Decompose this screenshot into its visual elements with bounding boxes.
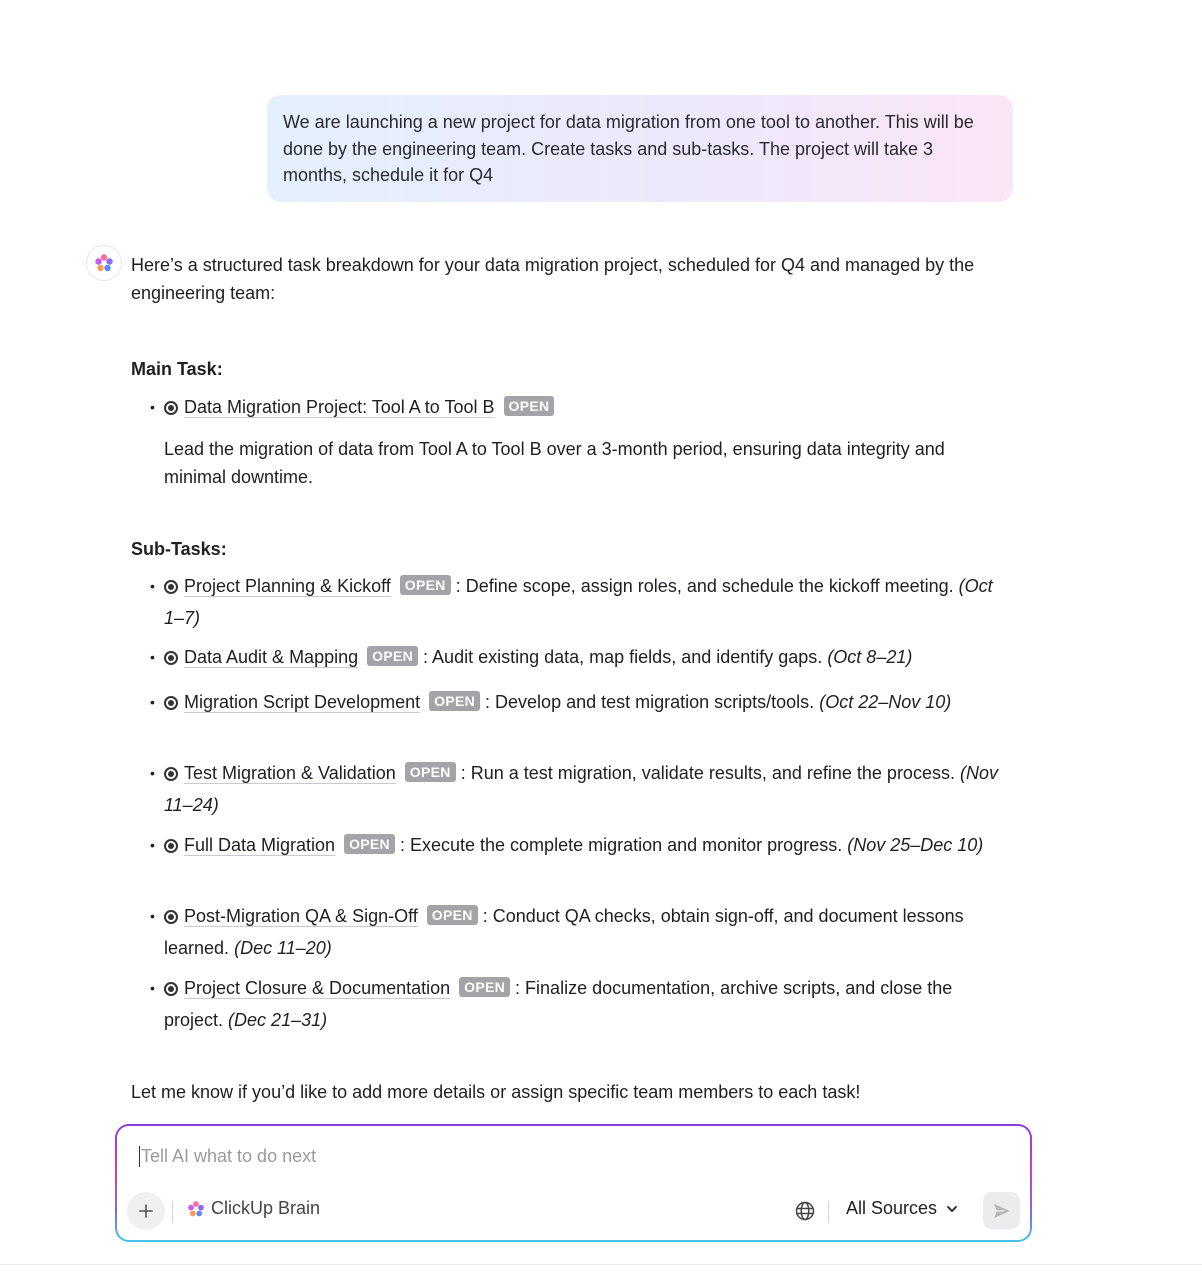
globe-icon — [794, 1200, 816, 1222]
bullet: • — [150, 765, 155, 781]
subtask-dates: (Dec 11–20) — [234, 937, 332, 958]
user-message-text: We are launching a new project for data migration from one tool to another. This will be done by the engineering team. Create tasks and sub-tasks. The project will take 3 months, schedule it for Q4 — [283, 112, 974, 185]
ai-composer — [115, 1124, 1032, 1242]
subtask-link[interactable]: Data Audit & Mapping — [184, 647, 359, 667]
bottom-divider — [0, 1264, 1202, 1265]
subtask-description: : Develop and test migration scripts/tools. — [485, 692, 815, 712]
chevron-down-icon — [945, 1202, 959, 1216]
subtask-dates: (Nov 11–24) — [164, 763, 998, 815]
subtask-description: : Finalize documentation, archive scripts, and close the project. — [164, 978, 953, 1030]
subtask-item — [150, 687, 1004, 719]
bullet: • — [150, 908, 155, 924]
add-attachment-button[interactable] — [127, 1192, 165, 1230]
subtask-link[interactable]: Migration Script Development — [184, 692, 421, 712]
send-button[interactable] — [983, 1192, 1020, 1229]
clickup-brain-avatar — [86, 245, 122, 281]
bullet: • — [150, 837, 155, 853]
main-task-link[interactable]: Data Migration Project: Tool A to Tool B — [184, 397, 495, 417]
composer-input[interactable] — [139, 1146, 981, 1167]
status-badge: OPEN — [400, 575, 451, 595]
subtask-description: : Execute the complete migration and monitor progress. — [399, 835, 843, 855]
task-status-icon — [164, 401, 178, 415]
subtask-item — [150, 571, 1004, 634]
bullet: • — [150, 980, 155, 996]
user-message-bubble — [267, 95, 1013, 202]
subtask-dates: (Oct 8–21) — [827, 647, 913, 667]
subtask-item — [150, 901, 1004, 964]
divider — [828, 1201, 829, 1223]
sources-label: All Sources — [846, 1198, 938, 1218]
bullet: • — [150, 578, 155, 594]
assistant-outro: Let me know if you’d like to add more details or assign specific team members to each task! — [131, 1082, 861, 1102]
subtask-description: : Run a test migration, validate results, and refine the process. — [460, 763, 955, 783]
main-task-description: Lead the migration of data from Tool A to Tool B over a 3-month period, ensuring data integrity and minimal downtime. — [164, 439, 945, 487]
task-status-icon — [164, 767, 178, 781]
subtask-dates: (Oct 1–7) — [164, 576, 993, 628]
subtask-link[interactable]: Project Planning & Kickoff — [184, 576, 391, 596]
bullet: • — [150, 399, 155, 415]
task-status-icon — [164, 839, 178, 853]
subtask-description: : Define scope, assign roles, and schedule the kickoff meeting. — [455, 576, 954, 596]
status-badge: OPEN — [427, 905, 478, 925]
subtask-dates: (Nov 25–Dec 10) — [847, 835, 984, 855]
subtask-description: : Conduct QA checks, obtain sign-off, and document lessons learned. — [164, 906, 964, 958]
clickup-brain-label: ClickUp Brain — [211, 1198, 321, 1218]
subtask-link[interactable]: Test Migration & Validation — [184, 763, 396, 783]
task-status-icon — [164, 910, 178, 924]
task-status-icon — [164, 696, 178, 710]
status-badge: OPEN — [344, 834, 395, 854]
plus-icon — [138, 1203, 154, 1219]
sources-dropdown[interactable] — [846, 1198, 959, 1219]
task-status-icon — [164, 982, 178, 996]
status-badge: OPEN — [367, 646, 418, 666]
bullet: • — [150, 694, 155, 710]
clickup-brain-logo-icon — [187, 1200, 205, 1218]
main-task-heading: Main Task: — [131, 359, 223, 379]
subtask-description: : Audit existing data, map fields, and identify gaps. — [423, 647, 823, 667]
subtask-dates: (Dec 21–31) — [228, 1009, 328, 1030]
clickup-brain-selector[interactable] — [187, 1198, 320, 1219]
assistant-intro: Here’s a structured task breakdown for your data migration project, scheduled for Q4 and managed by the engineering team: — [131, 255, 975, 303]
status-badge: OPEN — [504, 396, 555, 416]
subtask-item — [150, 758, 1004, 821]
clickup-brain-logo-icon — [94, 253, 114, 273]
task-status-icon — [164, 651, 178, 665]
status-badge: OPEN — [429, 691, 480, 711]
main-task-item — [150, 392, 1004, 424]
subtask-dates: (Oct 22–Nov 10) — [819, 692, 952, 712]
send-icon — [992, 1201, 1012, 1221]
composer-body — [117, 1126, 1030, 1240]
web-search-toggle[interactable] — [794, 1200, 816, 1222]
bullet: • — [150, 649, 155, 665]
divider — [172, 1201, 173, 1223]
subtask-item — [150, 642, 1004, 674]
status-badge: OPEN — [459, 977, 510, 997]
status-badge: OPEN — [405, 762, 456, 782]
subtask-link[interactable]: Post-Migration QA & Sign-Off — [184, 906, 418, 926]
subtask-link[interactable]: Full Data Migration — [184, 835, 336, 855]
subtask-link[interactable]: Project Closure & Documentation — [184, 978, 451, 998]
sub-tasks-heading: Sub-Tasks: — [131, 539, 227, 559]
subtask-item — [150, 830, 1004, 862]
task-status-icon — [164, 580, 178, 594]
subtask-item — [150, 973, 1004, 1036]
